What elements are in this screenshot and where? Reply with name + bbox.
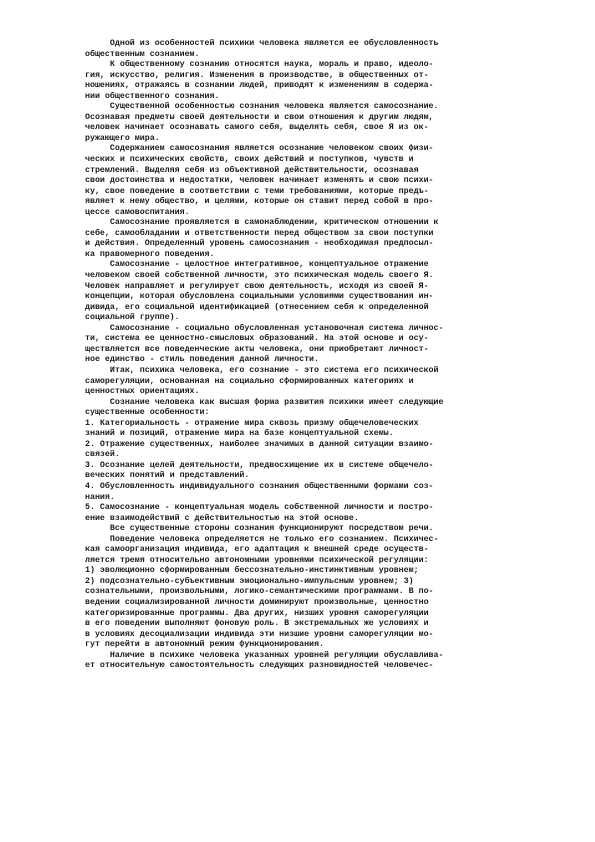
text-line: 4. Обусловленность индивидуального сознания общественными формами соз-: [85, 481, 434, 491]
text-line: свои достоинства и недостатки, человек начинает изменять и свою психи-: [85, 176, 434, 186]
text-line: Самосознание - социально обусловленная установочная система личнос-: [85, 323, 444, 333]
text-line: и действия. Определенный уровень самосознания - необходимая предпосыл-: [85, 239, 434, 249]
text-line: в условиях десоциализации индивида эти низшие уровни саморегуляции мо-: [85, 629, 434, 639]
text-line: социальной группе).: [85, 313, 180, 323]
text-line: Осознавая предметы своей деятельности и свои отношения к другим людям,: [85, 112, 434, 122]
text-line: 3. Осознание целей деятельности, предвосхищение их в системе общечело-: [85, 460, 434, 470]
text-line: ношениях, отражаясь в сознании людей, приводят к изменениям в содержа-: [85, 81, 434, 91]
text-line: Содержанием самосознания является осознание человеком своих физи-: [85, 144, 434, 154]
text-line: гия, искусство, религия. Изменения в производстве, в общественных от-: [85, 70, 429, 80]
text-line: Самосознание - целостное интегративное, концептуальное отражение: [85, 260, 429, 270]
text-line: Сознание человека как высшая форма развития психики имеет следующие: [85, 397, 444, 407]
text-line: саморегуляции, основанная на социально сформированных категориях и: [85, 376, 414, 386]
text-line: Наличие в психике человека указанных уровней регуляции обуславлива-: [85, 650, 444, 660]
text-line: ценностных ориентациях.: [85, 387, 200, 397]
text-line: кая самоорганизация индивида, его адаптация к внешней среде осуществ-: [85, 545, 429, 555]
text-line: знаний и позиций, отражение мира на базе концептуальной схемы.: [85, 429, 394, 439]
text-line: концепции, которая обусловлена социальными условиями существования ин-: [85, 292, 434, 302]
text-line: в его поведении выполняют фоновую роль. В экстремальных же условиях и: [85, 619, 429, 629]
text-line: Итак, психика человека, его сознание - это система его психической: [85, 365, 439, 375]
text-line: ружающего мира.: [85, 133, 160, 143]
text-line: ение взаимодействий с действительностью на этой основе.: [85, 513, 359, 523]
text-line: К общественному сознанию относятся наука, мораль и право, идеоло-: [85, 60, 434, 70]
text-line: нии общественного сознания.: [85, 91, 220, 101]
text-line: Поведение человека определяется не только его сознанием. Психичес-: [85, 534, 439, 544]
text-line: ти, система ее ценностно-смысловых образований. На этой основе и осу-: [85, 334, 429, 344]
text-line: человеком своей собственной личности, это психическая модель своего Я.: [85, 271, 434, 281]
text-line: Человек направляет и регулирует свою деятельность, исходя из своей Я-: [85, 281, 429, 291]
text-line: ка правомерного поведения.: [85, 249, 215, 259]
document-text-body: [85, 39, 511, 672]
text-line: дивида, его социальной идентификацией (отнесением себя к определенной: [85, 302, 429, 312]
text-line: существенные особенности:: [85, 408, 210, 418]
text-line: ку, свое поведение в соответствии с теми требованиями, которые предъ-: [85, 186, 429, 196]
text-line: 1. Категориальность - отражение мира сквозь призму общечеловеческих: [85, 418, 419, 428]
text-line: веческих понятий и представлений.: [85, 471, 250, 481]
text-line: нания.: [85, 492, 115, 502]
text-line: являет к нему общество, и целями, которые он ставит перед собой в про-: [85, 197, 434, 207]
text-line: ческих и психических свойств, своих действий и поступков, чувств и: [85, 155, 414, 165]
text-line: Все существенные стороны сознания функционируют посредством речи.: [85, 524, 434, 534]
text-line: ляется тремя относительно автономными уровнями психической регуляции:: [85, 555, 429, 565]
text-line: 2. Отражение существенных, наиболее значимых в данной ситуации взаимо-: [85, 439, 434, 449]
text-line: Одной из особенностей психики человека является ее обусловленность: [85, 39, 439, 48]
text-line: общественным сознанием.: [85, 49, 200, 59]
text-line: человек начинает осознавать самого себя, выделять себя, свое Я из ок-: [85, 123, 429, 133]
text-line: 2) подсознательно-субъективным эмоционально-импульсным уровнем; 3): [85, 576, 414, 586]
text-line: Самосознание проявляется в самонаблюдении, критическом отношении к: [85, 218, 439, 228]
text-line: ществляется все поведенческие акты человека, они приобретают личност-: [85, 344, 429, 354]
text-line: ет относительную самостоятельность следующих разновидностей человечес-: [85, 661, 434, 671]
text-line: ное единство - стиль поведения данной личности.: [85, 355, 320, 365]
text-line: гут перейти в автономный режим функционирования.: [85, 640, 324, 650]
text-line: 5. Самосознание - концептуальная модель собственной личности и постро-: [85, 503, 434, 513]
text-line: связей.: [85, 450, 120, 460]
text-line: категоризированные программы. Два других, низших уровня саморегуляции: [85, 608, 429, 618]
text-line: 1) эволюционно сформированным бессознательно-инстинктивным уровнем;: [85, 566, 419, 576]
text-line: стремлений. Выделяя себя из объективной действительности, осознавая: [85, 165, 419, 175]
text-line: сознательными, произвольными, логико-семантическими программами. В по-: [85, 587, 434, 597]
text-line: себе, самообладании и ответственности перед обществом за свои поступки: [85, 228, 434, 238]
text-line: Существенной особенностью сознания человека является самосознание.: [85, 102, 439, 112]
text-line: ведении социализированной личности доминируют произвольные, ценностно: [85, 597, 429, 607]
text-line: цессе самовоспитания.: [85, 207, 190, 217]
